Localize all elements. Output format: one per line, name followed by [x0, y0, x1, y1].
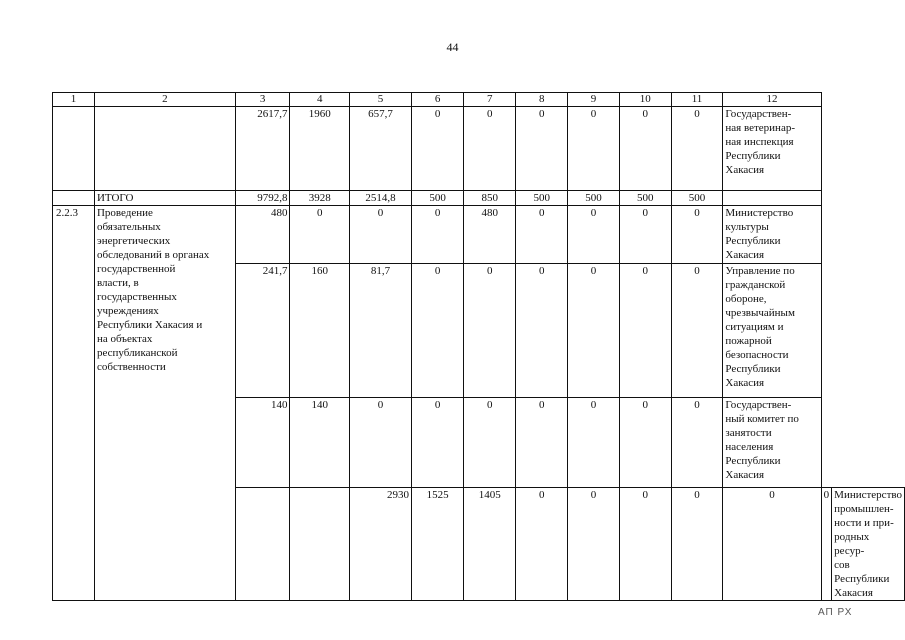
amount-cell: 1525 [412, 488, 464, 601]
description-cell [94, 206, 235, 601]
description-line: республиканской [96, 347, 178, 359]
table-row [53, 107, 905, 191]
organization-cell [723, 191, 821, 206]
column-number: 1 [53, 93, 95, 107]
amount-cell: 140 [235, 398, 290, 488]
org-line: ности и при- [834, 517, 894, 529]
amount-cell: 0 [568, 206, 620, 264]
amount-cell: 0 [619, 206, 671, 264]
org-line: пожарной [725, 335, 772, 347]
description-cell [94, 107, 235, 191]
amount-cell: 0 [619, 398, 671, 488]
amount-cell: 500 [619, 191, 671, 206]
column-number: 9 [568, 93, 620, 107]
amount-cell: 0 [516, 398, 568, 488]
amount-cell: 0 [671, 398, 723, 488]
amount-cell: 0 [671, 107, 723, 191]
amount-cell: 0 [723, 488, 821, 601]
total-label: ИТОГО [94, 191, 235, 206]
description-line: собственности [96, 361, 166, 373]
organization-cell [723, 107, 821, 191]
column-number: 2 [94, 93, 235, 107]
amount-cell: 850 [464, 191, 516, 206]
amount-cell: 0 [412, 264, 464, 398]
amount-cell: 0 [464, 107, 516, 191]
description-line: государственной [96, 263, 176, 275]
amount-cell: 0 [671, 206, 723, 264]
org-line: ная ветеринар- [725, 122, 795, 134]
org-line: промышлен- [834, 503, 894, 515]
org-line: Государствен- [725, 399, 792, 411]
org-line: ситуациям и [725, 321, 784, 333]
amount-cell: 160 [290, 264, 350, 398]
column-number: 11 [671, 93, 723, 107]
amount-cell: 0 [350, 398, 412, 488]
amount-cell: 0 [464, 398, 516, 488]
column-number: 8 [516, 93, 568, 107]
amount-cell: 500 [568, 191, 620, 206]
description-line: государственных [96, 291, 177, 303]
organization-cell [723, 398, 821, 488]
amount-cell: 0 [619, 488, 671, 601]
description-line: Проведение [96, 207, 153, 219]
amount-cell: 81,7 [350, 264, 412, 398]
description-line: учреждениях [96, 305, 159, 317]
org-line: безопасности [725, 349, 789, 361]
org-line: Республики [725, 455, 781, 467]
amount-cell: 2617,7 [235, 107, 290, 191]
amount-cell: 0 [821, 488, 832, 601]
description-line: энергетических [96, 235, 171, 247]
amount-cell: 0 [350, 206, 412, 264]
amount-cell: 0 [412, 398, 464, 488]
amount-cell: 2930 [350, 488, 412, 601]
org-line: Управление по [725, 265, 795, 277]
org-line: Республики [725, 363, 781, 375]
column-number: 5 [350, 93, 412, 107]
amount-cell: 0 [671, 488, 723, 601]
column-number: 7 [464, 93, 516, 107]
column-number: 6 [412, 93, 464, 107]
amount-cell: 1960 [290, 107, 350, 191]
column-number: 10 [619, 93, 671, 107]
amount-cell: 480 [464, 206, 516, 264]
amount-cell: 0 [568, 107, 620, 191]
description-line: власти, в [96, 277, 139, 289]
budget-table [52, 92, 905, 601]
org-line: ная инспекция [725, 136, 794, 148]
organization-cell [723, 206, 821, 264]
description-line: обязательных [96, 221, 161, 233]
amount-cell: 0 [290, 206, 350, 264]
amount-cell: 0 [412, 206, 464, 264]
table-row [53, 206, 905, 264]
org-line: чрезвычайным [725, 307, 795, 319]
column-number: 12 [723, 93, 821, 107]
amount-cell: 9792,8 [235, 191, 290, 206]
amount-cell: 500 [412, 191, 464, 206]
code-cell [235, 488, 290, 601]
amount-cell: 0 [464, 264, 516, 398]
code-cell [53, 191, 95, 206]
description-line: на объектах [96, 333, 153, 345]
amount-cell: 0 [516, 107, 568, 191]
amount-cell: 480 [235, 206, 290, 264]
amount-cell: 140 [290, 398, 350, 488]
code-cell [53, 107, 95, 191]
amount-cell: 0 [619, 264, 671, 398]
code-cell: 2.2.3 [53, 206, 95, 601]
org-line: гражданской [725, 279, 786, 291]
org-line: обороне, [725, 293, 767, 305]
org-line: занятости [725, 427, 772, 439]
amount-cell: 0 [516, 264, 568, 398]
amount-cell: 241,7 [235, 264, 290, 398]
amount-cell: 2514,8 [350, 191, 412, 206]
org-line: родных ресур- [834, 531, 870, 557]
org-line: Государствен- [725, 108, 792, 120]
description-cell [290, 488, 350, 601]
column-number: 4 [290, 93, 350, 107]
org-line: сов Республики [834, 559, 890, 585]
amount-cell: 500 [671, 191, 723, 206]
amount-cell: 500 [516, 191, 568, 206]
org-line: Республики [725, 150, 781, 162]
org-line: Хакасия [725, 164, 765, 176]
org-line: ный комитет по [725, 413, 799, 425]
amount-cell: 0 [568, 398, 620, 488]
amount-cell: 0 [516, 206, 568, 264]
org-line: культуры [725, 221, 769, 233]
org-line: Хакасия [834, 587, 873, 599]
org-line: Министерство [834, 489, 902, 501]
amount-cell: 0 [671, 264, 723, 398]
description-line: обследований в органах [96, 249, 210, 261]
amount-cell: 3928 [290, 191, 350, 206]
page-number: 44 [446, 40, 459, 54]
org-line: Хакасия [725, 249, 765, 261]
org-line: Хакасия [725, 377, 765, 389]
org-line: Хакасия [725, 469, 765, 481]
org-line: населения [725, 441, 774, 453]
org-line: Министерство [725, 207, 794, 219]
amount-cell: 0 [568, 488, 620, 601]
org-line: Республики [725, 235, 781, 247]
archive-stamp: АП РХ [818, 607, 853, 618]
column-number: 3 [235, 93, 290, 107]
description-line: Республики Хакасия и [96, 319, 203, 331]
amount-cell: 0 [412, 107, 464, 191]
amount-cell: 0 [568, 264, 620, 398]
amount-cell: 0 [516, 488, 568, 601]
amount-cell: 1405 [464, 488, 516, 601]
amount-cell: 0 [619, 107, 671, 191]
organization-cell [832, 488, 905, 601]
total-row [53, 191, 905, 206]
amount-cell: 657,7 [350, 107, 412, 191]
organization-cell [723, 264, 821, 398]
column-numbers-row [53, 93, 905, 107]
